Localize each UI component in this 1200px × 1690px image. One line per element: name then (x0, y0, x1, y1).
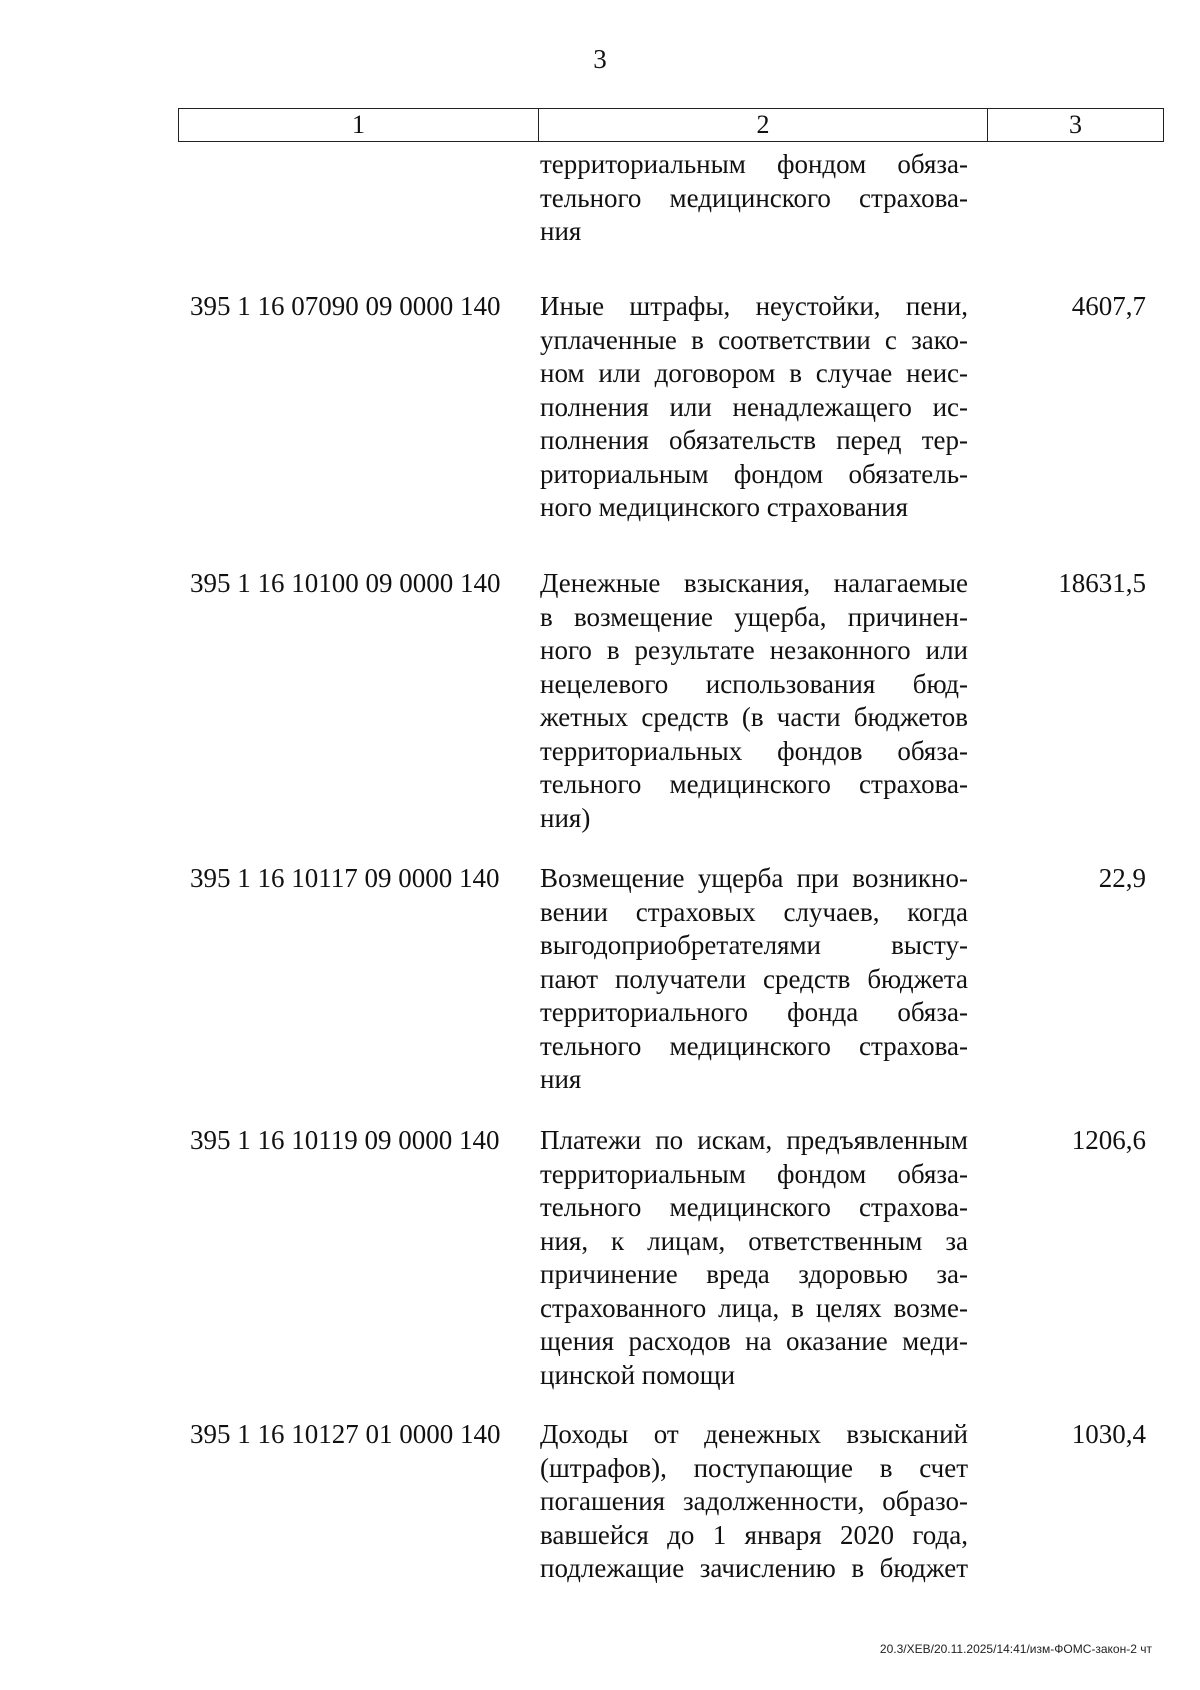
description-line: ного медицинского страхования (540, 492, 908, 522)
row-value: 1206,6 (1071, 1125, 1146, 1155)
description-line: страхованного лица, в целях возме- (540, 1292, 968, 1323)
row-value: 22,9 (1098, 863, 1146, 893)
description-line: выгодоприобретателями высту- (540, 930, 968, 960)
description-line: ния, к лицам, ответственным за (540, 1225, 968, 1256)
description-line: жетных средств (в части бюджетов (540, 702, 968, 732)
description-line: ния (540, 216, 582, 246)
description-line: полнения обязательств перед тер- (540, 425, 968, 455)
row-value: 4607,7 (1071, 291, 1146, 321)
description-line: Иные штрафы, неустойки, пени, (540, 291, 968, 321)
description-line: погашения задолженности, образо- (540, 1486, 968, 1516)
row-description (540, 1124, 968, 1392)
description-line: вавшейся до 1 января 2020 года, (540, 1519, 968, 1550)
description-line: Платежи по искам, предъявленным (540, 1125, 968, 1155)
column-header-2: 2 (539, 109, 988, 142)
row-code: 395 1 16 07090 09 0000 140 (190, 291, 501, 321)
description-line: риториальным фондом обязатель- (540, 458, 968, 489)
row-code: 395 1 16 10117 09 0000 140 (190, 863, 500, 893)
description-line: цинской помощи (540, 1359, 736, 1390)
description-line: ния (540, 1064, 582, 1094)
description-line: территориального фонда обяза- (540, 997, 968, 1027)
description-line: Денежные взыскания, налагаемые (540, 568, 968, 598)
description-line: (штрафов), поступающие в счет (540, 1452, 968, 1483)
description-line: нецелевого использования бюд- (540, 668, 968, 699)
description-line: территориальным фондом обяза- (540, 149, 968, 179)
description-line: тельного медицинского страхова- (540, 182, 968, 213)
description-line: территориальным фондом обяза- (540, 1158, 968, 1189)
description-line: ного в результате незаконного или (540, 635, 968, 665)
row-code: 395 1 16 10100 09 0000 140 (190, 568, 501, 598)
row-description (540, 862, 968, 1097)
page-number: 3 (593, 44, 607, 74)
description-line: пают получатели средств бюджета (540, 963, 968, 994)
description-line: Доходы от денежных взысканий (540, 1419, 968, 1449)
table-header (178, 108, 1164, 142)
description-line: в возмещение ущерба, причинен- (540, 601, 968, 632)
description-line: подлежащие зачислению в бюджет (540, 1553, 968, 1583)
row-description (540, 1418, 968, 1586)
row-description (540, 290, 968, 525)
row-value: 1030,4 (1071, 1419, 1146, 1449)
description-line: территориальных фондов обяза- (540, 735, 968, 766)
description-line: полнения или ненадлежащего ис- (540, 391, 968, 422)
description-line: щения расходов на оказание меди- (540, 1326, 968, 1356)
description-line: ном или договором в случае неис- (540, 358, 968, 388)
row-value: 18631,5 (1058, 568, 1146, 598)
description-line: тельного медицинского страхова- (540, 1030, 968, 1061)
description-line: причинение вреда здоровью за- (540, 1259, 968, 1289)
description-line: уплаченные в соответствии с зако- (540, 324, 968, 355)
row-code: 395 1 16 10119 09 0000 140 (190, 1125, 500, 1155)
column-header-1: 1 (179, 109, 539, 142)
description-line: вении страховых случаев, когда (540, 896, 968, 927)
footer-stamp: 20.3/ХЕВ/20.11.2025/14:41/изм-ФОМС-закон-2 чт (879, 1642, 1152, 1656)
description-line: тельного медицинского страхова- (540, 769, 968, 799)
continuation-description (540, 148, 968, 249)
description-line: Возмещение ущерба при возникно- (540, 863, 968, 893)
column-header-3: 3 (988, 109, 1164, 142)
row-description (540, 567, 968, 835)
description-line: ния) (540, 802, 591, 833)
row-code: 395 1 16 10127 01 0000 140 (190, 1419, 501, 1449)
description-line: тельного медицинского страхова- (540, 1192, 968, 1222)
